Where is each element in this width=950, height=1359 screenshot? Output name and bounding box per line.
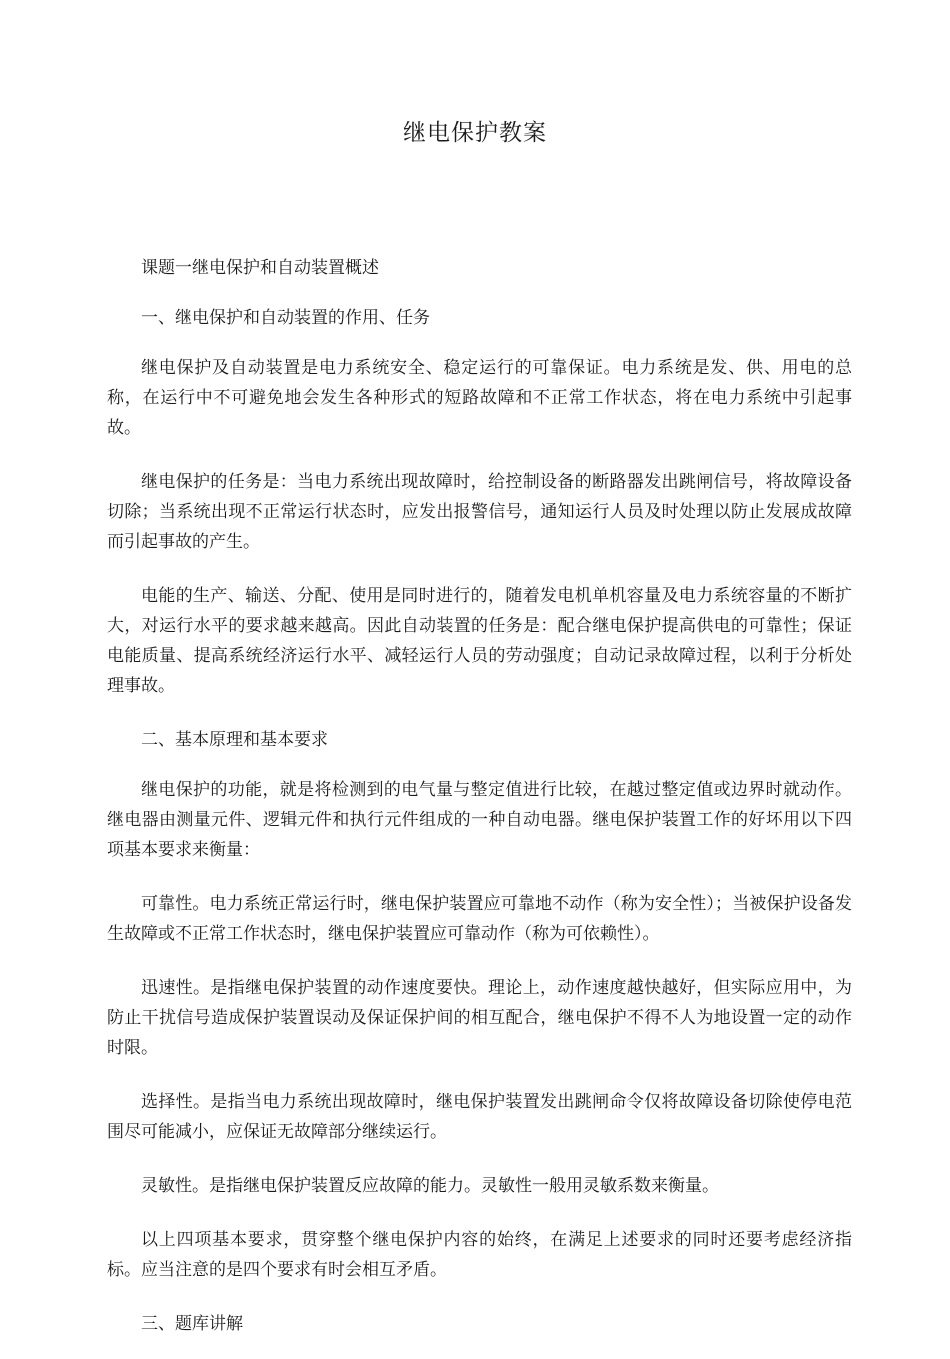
section-heading-2: 二、基本原理和基本要求 [141, 730, 328, 750]
paragraph: 继电保护及自动装置是电力系统安全、稳定运行的可靠保证。电力系统是发、供、用电的总称，在运行中不可避免地会发生各种形式的短路故障和不正常工作状态，将在电力系统中引起事故。 [107, 358, 852, 438]
paragraph: 继电保护的功能，就是将检测到的电气量与整定值进行比较，在越过整定值或边界时就动作。继电器由测量元件、逻辑元件和执行元件组成的一种自动电器。继电保护装置工作的好坏用以下四项基本要求来衡量： [107, 780, 852, 860]
paragraph: 灵敏性。是指继电保护装置反应故障的能力。灵敏性一般用灵敏系数来衡量。 [141, 1176, 719, 1196]
section-heading-1: 一、继电保护和自动装置的作用、任务 [141, 308, 430, 328]
paragraph: 选择性。是指当电力系统出现故障时，继电保护装置发出跳闸命令仅将故障设备切除使停电范围尽可能减小，应保证无故障部分继续运行。 [107, 1092, 852, 1142]
paragraph: 以上四项基本要求，贯穿整个继电保护内容的始终，在满足上述要求的同时还要考虑经济指标。应当注意的是四个要求有时会相互矛盾。 [107, 1230, 852, 1280]
paragraph: 继电保护的任务是：当电力系统出现故障时，给控制设备的断路器发出跳闸信号，将故障设备切除；当系统出现不正常运行状态时，应发出报警信号，通知运行人员及时处理以防止发展成故障而引起事故的产生。 [107, 472, 852, 552]
section-heading-3: 三、题库讲解 [141, 1314, 243, 1334]
paragraph: 可靠性。电力系统正常运行时，继电保护装置应可靠地不动作（称为安全性）；当被保护设备发生故障或不正常工作状态时，继电保护装置应可靠动作（称为可依赖性）。 [107, 894, 852, 944]
document-title: 继电保护教案 [403, 120, 547, 146]
paragraph: 迅速性。是指继电保护装置的动作速度要快。理论上，动作速度越快越好，但实际应用中，为防止干扰信号造成保护装置误动及保证保护间的相互配合，继电保护不得不人为地设置一定的动作时限。 [107, 978, 852, 1058]
lesson-heading: 课题一继电保护和自动装置概述 [141, 258, 379, 278]
document-body [107, 253, 852, 1359]
paragraph: 电能的生产、输送、分配、使用是同时进行的，随着发电机单机容量及电力系统容量的不断扩大，对运行水平的要求越来越高。因此自动装置的任务是：配合继电保护提高供电的可靠性；保证电能质量、提高系统经济运行水平、减轻运行人员的劳动强度；自动记录故障过程，以利于分析处理事故。 [107, 586, 852, 696]
